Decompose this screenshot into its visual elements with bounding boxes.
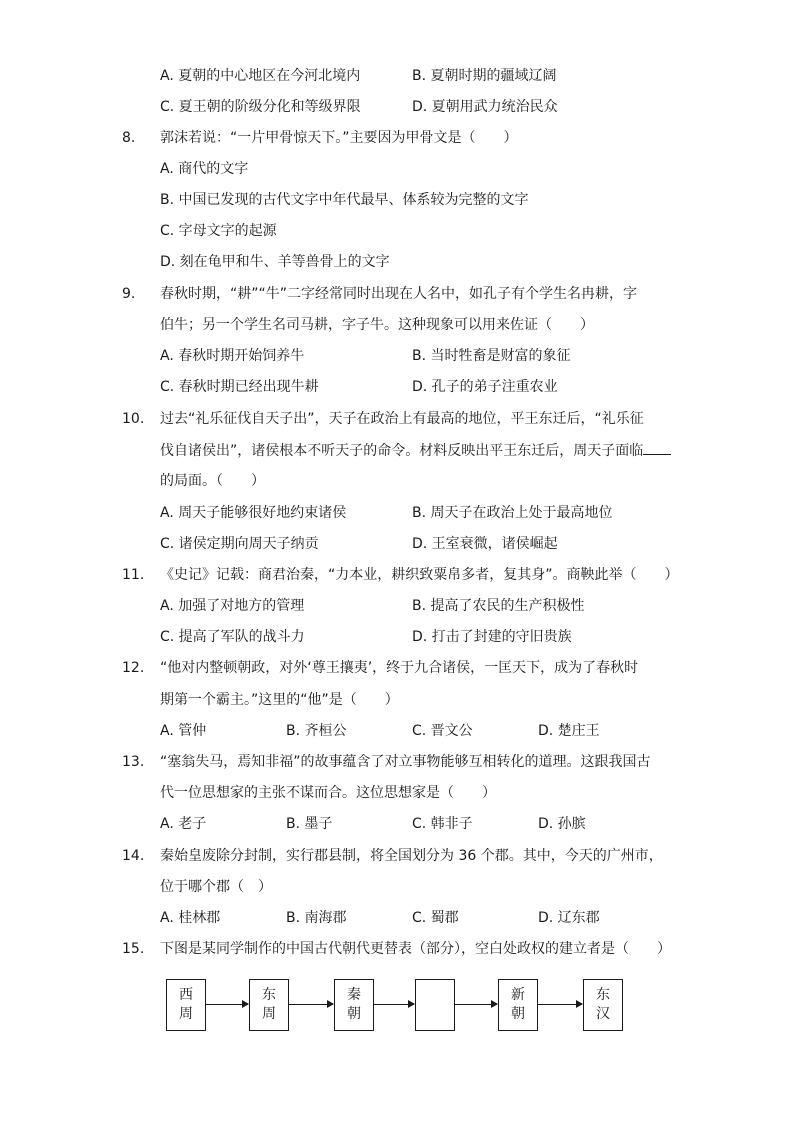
dynasty-sequence-diagram [160, 975, 630, 1037]
q12-number: 12. [122, 660, 145, 676]
dynasty-box-1-top: 西 [179, 987, 193, 1003]
q8-option-b: B. 中国已发现的古代文字中年代最早、体系较为完整的文字 [160, 192, 529, 208]
q15-number: 15. [122, 941, 145, 957]
q10-stem-line1: 过去“礼乐征伐自天子出”，天子在政治上有最高的地位，平王东迁后，“礼乐征 [160, 411, 644, 427]
arrow-2 [289, 1004, 333, 1005]
q8-option-d: D. 刻在龟甲和牛、羊等兽骨上的文字 [160, 254, 390, 270]
q10-number: 10. [122, 411, 145, 427]
q7-option-c: C. 夏王朝的阶级分化和等级界限 [160, 99, 361, 115]
q13-stem-line1: “塞翁失马，焉知非福”的故事蕴含了对立事物能够互相转化的道理。这跟我国古 [160, 754, 651, 770]
q9-option-d: D. 孔子的弟子注重农业 [412, 379, 558, 395]
q13-stem-line2: 代一位思想家的主张不谋而合。这位思想家是（ ） [160, 785, 496, 801]
q11-option-c: C. 提高了军队的战斗力 [160, 629, 305, 645]
dynasty-box-3-top: 秦 [347, 987, 361, 1003]
q8-stem: 郭沫若说：“一片甲骨惊天下。”主要因为甲骨文是（ ） [160, 130, 518, 146]
q13-option-c: C. 韩非子 [412, 816, 473, 832]
q14-option-b: B. 南海郡 [286, 910, 347, 926]
q14-stem-line1: 秦始皇废除分封制，实行郡县制，将全国划分为 36 个郡。其中，今天的广州市， [160, 848, 663, 864]
q9-option-b: B. 当时牲畜是财富的象征 [412, 348, 571, 364]
q10-option-c: C. 诸侯定期向周天子纳贡 [160, 536, 319, 552]
q12-option-b: B. 齐桓公 [286, 723, 347, 739]
arrow-4 [455, 1004, 497, 1005]
q12-option-a: A. 管仲 [160, 723, 207, 739]
dynasty-box-6-top: 东 [596, 987, 610, 1003]
q14-stem-line2: 位于哪个郡（ ） [160, 879, 272, 895]
q9-stem-line2: 伯牛；另一个学生名司马耕，字子牛。这种现象可以用来佐证（ ） [160, 317, 594, 333]
q14-option-a: A. 桂林郡 [160, 910, 221, 926]
q10-stem-line2: 伐自诸侯出”，诸侯根本不听天子的命令。材料反映出平王东迁后，周天子面临 [160, 443, 644, 459]
q13-option-d: D. 孙膑 [538, 816, 586, 832]
q11-number: 11. [122, 567, 145, 583]
q12-stem-line2: 期第一个霸主。”这里的“他”是（ ） [160, 692, 399, 708]
dynasty-box-1 [166, 979, 206, 1031]
dynasty-box-5 [498, 979, 538, 1031]
q8-number: 8. [122, 130, 136, 146]
dynasty-box-5-bottom: 朝 [511, 1006, 525, 1022]
q8-option-c: C. 字母文字的起源 [160, 223, 277, 239]
q9-option-c: C. 春秋时期已经出现牛耕 [160, 379, 319, 395]
q8-option-a: A. 商代的文字 [160, 161, 249, 177]
q11-stem: 《史记》记载：商君治秦，“力本业，耕织致粟帛多者，复其身”。商鞅此举（ ） [160, 567, 679, 583]
q14-option-d: D. 辽东郡 [538, 910, 600, 926]
q10-stem-line3: 的局面。（ ） [160, 473, 265, 489]
dynasty-box-2 [249, 979, 289, 1031]
dynasty-box-3-bottom: 朝 [347, 1006, 361, 1022]
q9-number: 9. [122, 286, 136, 302]
q13-option-b: B. 墨子 [286, 816, 333, 832]
q7-option-a: A. 夏朝的中心地区在今河北境内 [160, 68, 361, 84]
q11-option-d: D. 打击了封建的守旧贵族 [412, 629, 572, 645]
q11-option-a: A. 加强了对地方的管理 [160, 598, 305, 614]
dynasty-box-2-bottom: 周 [262, 1006, 276, 1022]
q10-option-b: B. 周天子在政治上处于最高地位 [412, 505, 613, 521]
arrow-3 [374, 1004, 414, 1005]
dynasty-box-2-top: 东 [262, 987, 276, 1003]
q10-stem-line2-wrap [160, 440, 671, 461]
arrow-1 [206, 1004, 248, 1005]
q10-option-a: A. 周天子能够很好地约束诸侯 [160, 505, 347, 521]
q13-number: 13. [122, 754, 145, 770]
dynasty-box-3 [334, 979, 374, 1031]
q14-option-c: C. 蜀郡 [412, 910, 459, 926]
dynasty-box-6 [583, 979, 623, 1031]
q11-option-b: B. 提高了农民的生产积极性 [412, 598, 585, 614]
q15-stem: 下图是某同学制作的中国古代朝代更替表（部分），空白处政权的建立者是（ ） [160, 941, 671, 957]
dynasty-box-5-top: 新 [511, 987, 525, 1003]
q9-option-a: A. 春秋时期开始饲养牛 [160, 348, 305, 364]
q9-stem-line1: 春秋时期，“耕”“牛”二字经常同时出现在人名中，如孔子有个学生名冉耕，字 [160, 286, 638, 302]
dynasty-box-1-bottom: 周 [179, 1006, 193, 1022]
q12-option-c: C. 晋文公 [412, 723, 473, 739]
q10-option-d: D. 王室衰微，诸侯崛起 [412, 536, 558, 552]
q14-number: 14. [122, 848, 145, 864]
q13-option-a: A. 老子 [160, 816, 207, 832]
answer-blank [643, 440, 671, 455]
q12-stem-line1: “他对内整顿朝政，对外‘尊王攘夷’，终于九合诸侯，一匡天下，成为了春秋时 [160, 660, 639, 676]
arrow-5 [538, 1004, 582, 1005]
q12-option-d: D. 楚庄王 [538, 723, 600, 739]
dynasty-box-blank [415, 979, 455, 1031]
dynasty-box-6-bottom: 汉 [596, 1006, 610, 1022]
q7-option-b: B. 夏朝时期的疆域辽阔 [412, 68, 557, 84]
q7-option-d: D. 夏朝用武力统治民众 [412, 99, 558, 115]
